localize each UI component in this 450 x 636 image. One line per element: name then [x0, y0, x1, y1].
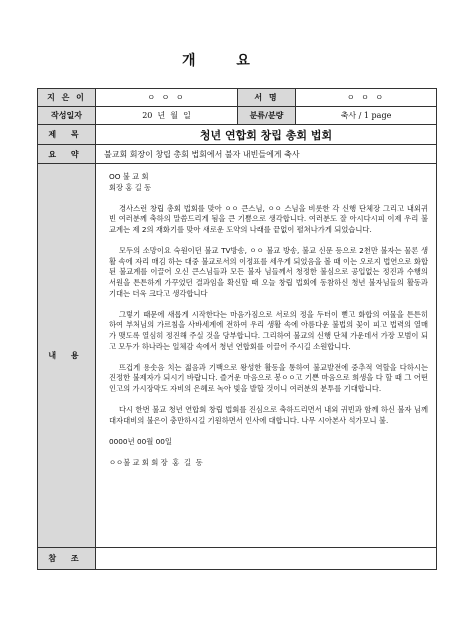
category-value: 축사 / 1 page	[296, 107, 437, 125]
speech-content	[96, 164, 436, 473]
content-row	[38, 164, 437, 548]
date-label: 작성일자	[38, 107, 96, 125]
book-name-value: ㅇ ㅇ ㅇ	[296, 89, 437, 107]
summary-value: 불교회 회장이 창립 총회 법회에서 불자 내빈들에게 축사	[96, 145, 437, 164]
book-name-label: 서 명	[238, 89, 296, 107]
reference-row	[38, 548, 437, 570]
reference-value	[96, 548, 437, 570]
summary-form-table	[37, 88, 437, 570]
date-value: 20 년 월 일	[96, 107, 238, 125]
summary-label: 요 약	[38, 145, 96, 164]
summary-row	[38, 145, 437, 164]
salutation-line-1: OO 불 교 회	[109, 172, 149, 181]
subject-value: 청년 연합회 창립 총회 법회	[96, 125, 437, 145]
author-label: 지 은 이	[38, 89, 96, 107]
speech-paragraph-5: 다시 한번 불교 청년 연합회 창립 법회를 진심으로 축하드리면서 내외 귀빈과 함께 하신 불자 님께 대자대비의 불은이 충만하시길 기원하면서 인사에 대합니다. 나무 시아본사 석가모니 불.	[109, 405, 428, 425]
content-cell	[96, 164, 437, 548]
content-label: 내 용	[38, 164, 96, 548]
speech-paragraph-4: 뜨겁게 용솟음 치는 젊음과 기백으로 왕성한 활동을 통하여 불교발전에 중추적 역할을 다하시는 진정한 불제자가 되시기 바랍니다. 즐거운 마음으로 봉ㅇㅇ고 기쁜 마음으로 희생을 다 할 때 그 어떤 인고의 가시장막도 자비의 은혜로 녹아 빛을 발할 것이니 여러분의 분투를 기대합니다.	[109, 362, 428, 393]
speech-date: 0000년 00월 00일	[109, 436, 172, 446]
reference-label: 참 조	[38, 548, 96, 570]
speech-signature: ㅇㅇ불 교 회 회 장 홍 길 동	[109, 458, 203, 468]
speech-paragraph-1: 경사스런 창립 총회 법회를 맞아 ㅇㅇ 큰스님, ㅇㅇ 스님을 비롯한 각 신행 단체장 그리고 내외귀빈 여러분께 축하의 말씀드리게 됨을 큰 기쁨으로 생각합니다. 여러분도 잘 아시다시피 이제 우리 불교계는 제 2의 재화기를 맞아 새로운 도약의 나래를 끝없이 펼쳐나가게 되었습니다.	[109, 203, 428, 234]
speech-paragraph-2: 모두의 소망이요 숙원이던 불교 TV방송, ㅇㅇ 불교 방송, 불교 신문 등으로 2천만 불자는 물론 생활 속에 자리 매김 하는 대중 불교로서의 이정표를 세우게 되었음을 볼 때 이는 오로지 법연으로 화합된 불교계를 이끌어 오신 큰스님들과 모든 불자 님들께서 청정한 불심으로 공입없는 정진과 수행의 서원을 튼튼하게 가꾸었던 결과임을 확신할 때 오늘 창립 법회에 동참하신 청년 불자님들의 활동과 기대는 더욱 크다고 생각합니다	[109, 246, 428, 298]
author-row	[38, 89, 437, 107]
category-label: 분류/분량	[238, 107, 296, 125]
document-title: 개 요	[182, 53, 268, 69]
speech-paragraph-3: 그렇기 때문에 새롭게 시작한다는 마음가짐으로 서로의 정을 두터이 뻗고 화합의 여물을 튼튼히 하여 부처님의 가르침을 사바세계에 전하여 우리 생활 속에 아름다운 불법의 꽃이 피고 법력의 열매가 맺도록 열심히 정진해 주실 것을 당부합니다. 그리하여 불교의 신행 단체 가운데서 가장 모범이 되고 모두가 하나라는 일체감 속에서 청년 연합회를 이끌어 주시길 소원합니다.	[109, 309, 428, 351]
subject-label: 제 목	[38, 125, 96, 145]
salutation-line-2: 회장 홍 길 동	[109, 182, 152, 192]
subject-row	[38, 125, 437, 145]
date-row	[38, 107, 437, 125]
author-value: ㅇ ㅇ ㅇ	[96, 89, 238, 107]
